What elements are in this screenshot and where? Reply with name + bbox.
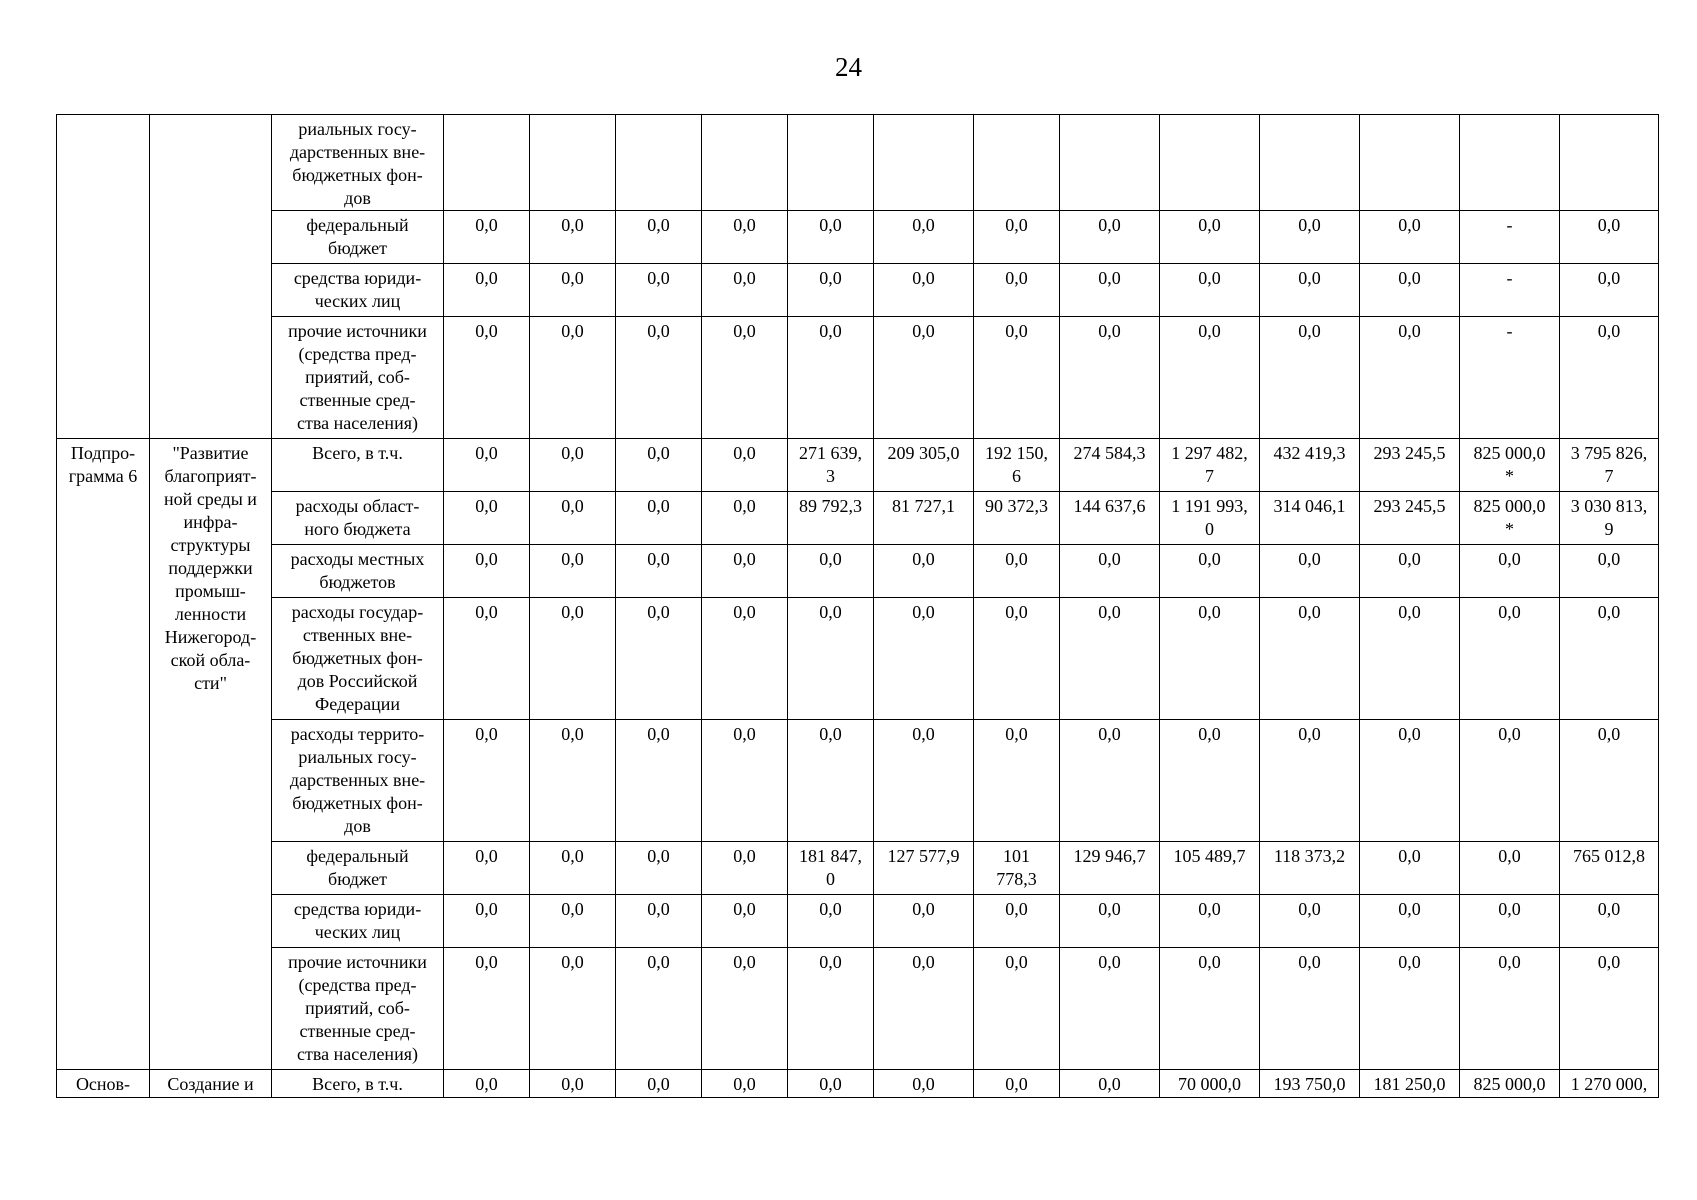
value-cell: 0,0: [702, 211, 788, 264]
value-cell: 0,0: [874, 948, 974, 1070]
value-cell: [974, 115, 1060, 211]
value-cell: 0,0: [530, 492, 616, 545]
value-cell: 0,0: [1160, 264, 1260, 317]
value-cell: 0,0: [444, 720, 530, 842]
value-cell: [874, 115, 974, 211]
value-cell: 0,0: [1260, 720, 1360, 842]
value-cell: 0,0: [1460, 545, 1560, 598]
value-cell: 90 372,3: [974, 492, 1060, 545]
value-cell: 0,0: [702, 842, 788, 895]
funding-source-cell: прочие источники (средства пред- приятий, соб- ственные сред- ства населения): [272, 317, 444, 439]
value-cell: 0,0: [874, 545, 974, 598]
value-cell: 0,0: [874, 1070, 974, 1098]
value-cell: 0,0: [788, 1070, 874, 1098]
value-cell: 0,0: [1460, 948, 1560, 1070]
value-cell: [1260, 115, 1360, 211]
funding-source-cell: расходы террито- риальных госу- дарственных вне- бюджетных фон- дов: [272, 720, 444, 842]
value-cell: 0,0: [444, 895, 530, 948]
value-cell: 0,0: [974, 598, 1060, 720]
value-cell: 70 000,0: [1160, 1070, 1260, 1098]
value-cell: 0,0: [1260, 211, 1360, 264]
table-row: [57, 264, 1659, 317]
value-cell: 0,0: [1360, 598, 1460, 720]
value-cell: 0,0: [974, 1070, 1060, 1098]
funding-source-cell: средства юриди- ческих лиц: [272, 264, 444, 317]
value-cell: 0,0: [702, 720, 788, 842]
value-cell: 0,0: [616, 1070, 702, 1098]
value-cell: 0,0: [444, 439, 530, 492]
value-cell: 118 373,2: [1260, 842, 1360, 895]
value-cell: 0,0: [1060, 264, 1160, 317]
value-cell: 0,0: [1460, 720, 1560, 842]
value-cell: [788, 115, 874, 211]
value-cell: 0,0: [1360, 948, 1460, 1070]
value-cell: 0,0: [974, 264, 1060, 317]
subprogram-label-cell: Подпро- грамма 6: [57, 439, 150, 1070]
value-cell: 0,0: [1360, 264, 1460, 317]
funding-source-cell: федеральный бюджет: [272, 842, 444, 895]
value-cell: 0,0: [616, 317, 702, 439]
value-cell: 0,0: [1060, 211, 1160, 264]
value-cell: 0,0: [444, 264, 530, 317]
funding-source-cell: Всего, в т.ч.: [272, 439, 444, 492]
value-cell: 0,0: [788, 211, 874, 264]
value-cell: 0,0: [702, 895, 788, 948]
value-cell: 0,0: [702, 439, 788, 492]
value-cell: 0,0: [1160, 211, 1260, 264]
value-cell: 0,0: [444, 842, 530, 895]
value-cell: 0,0: [702, 1070, 788, 1098]
value-cell: 0,0: [702, 492, 788, 545]
value-cell: 0,0: [1260, 948, 1360, 1070]
value-cell: 0,0: [444, 492, 530, 545]
value-cell: 0,0: [1560, 895, 1659, 948]
value-cell: 0,0: [616, 492, 702, 545]
value-cell: 0,0: [788, 895, 874, 948]
value-cell: 0,0: [530, 895, 616, 948]
value-cell: 0,0: [616, 842, 702, 895]
value-cell: 0,0: [530, 439, 616, 492]
value-cell: 0,0: [874, 317, 974, 439]
value-cell: 0,0: [530, 720, 616, 842]
value-cell: 0,0: [530, 211, 616, 264]
value-cell: 129 946,7: [1060, 842, 1160, 895]
value-cell: 0,0: [788, 948, 874, 1070]
value-cell: -: [1460, 317, 1560, 439]
value-cell: 0,0: [616, 948, 702, 1070]
value-cell: 0,0: [1460, 842, 1560, 895]
value-cell: 192 150, 6: [974, 439, 1060, 492]
value-cell: 0,0: [1060, 1070, 1160, 1098]
value-cell: 0,0: [1160, 598, 1260, 720]
value-cell: 0,0: [1560, 545, 1659, 598]
value-cell: 0,0: [1260, 264, 1360, 317]
value-cell: 0,0: [1460, 598, 1560, 720]
funding-source-cell: риальных госу- дарственных вне- бюджетных фон- дов: [272, 115, 444, 211]
value-cell: 0,0: [1360, 895, 1460, 948]
value-cell: 0,0: [702, 948, 788, 1070]
value-cell: 0,0: [1060, 598, 1160, 720]
value-cell: 0,0: [444, 211, 530, 264]
value-cell: 825 000,0 *: [1460, 439, 1560, 492]
value-cell: 0,0: [444, 948, 530, 1070]
value-cell: 0,0: [616, 211, 702, 264]
value-cell: 1 297 482, 7: [1160, 439, 1260, 492]
value-cell: 765 012,8: [1560, 842, 1659, 895]
funding-source-cell: Всего, в т.ч.: [272, 1070, 444, 1098]
value-cell: [1560, 115, 1659, 211]
value-cell: [1160, 115, 1260, 211]
value-cell: 0,0: [1360, 720, 1460, 842]
value-cell: 0,0: [444, 317, 530, 439]
value-cell: 825 000,0 *: [1460, 492, 1560, 545]
value-cell: 271 639, 3: [788, 439, 874, 492]
value-cell: 0,0: [530, 598, 616, 720]
value-cell: 0,0: [530, 948, 616, 1070]
value-cell: 1 191 993, 0: [1160, 492, 1260, 545]
value-cell: 0,0: [702, 545, 788, 598]
value-cell: 0,0: [530, 545, 616, 598]
value-cell: 0,0: [1560, 598, 1659, 720]
value-cell: 0,0: [1060, 895, 1160, 948]
table-row: [57, 948, 1659, 1070]
funding-source-cell: расходы област- ного бюджета: [272, 492, 444, 545]
program-label-cell: [57, 115, 150, 439]
value-cell: 0,0: [616, 720, 702, 842]
table-row: [57, 492, 1659, 545]
table-row: [57, 317, 1659, 439]
budget-table: [56, 114, 1659, 1098]
value-cell: 0,0: [702, 264, 788, 317]
value-cell: [616, 115, 702, 211]
value-cell: 0,0: [616, 895, 702, 948]
value-cell: -: [1460, 211, 1560, 264]
value-cell: 0,0: [1260, 317, 1360, 439]
value-cell: 0,0: [1560, 211, 1659, 264]
value-cell: 3 030 813, 9: [1560, 492, 1659, 545]
funding-source-cell: средства юриди- ческих лиц: [272, 895, 444, 948]
value-cell: 144 637,6: [1060, 492, 1160, 545]
value-cell: 0,0: [974, 948, 1060, 1070]
value-cell: 0,0: [974, 545, 1060, 598]
value-cell: 0,0: [702, 317, 788, 439]
value-cell: 825 000,0: [1460, 1070, 1560, 1098]
page-number: 24: [835, 52, 862, 82]
value-cell: 209 305,0: [874, 439, 974, 492]
value-cell: 0,0: [1060, 545, 1160, 598]
table-row: [57, 598, 1659, 720]
value-cell: 0,0: [1060, 720, 1160, 842]
value-cell: 0,0: [1260, 545, 1360, 598]
funding-source-cell: прочие источники (средства пред- приятий, соб- ственные сред- ства населения): [272, 948, 444, 1070]
value-cell: 0,0: [788, 264, 874, 317]
value-cell: -: [1460, 264, 1560, 317]
value-cell: 0,0: [616, 545, 702, 598]
value-cell: 0,0: [874, 598, 974, 720]
value-cell: 105 489,7: [1160, 842, 1260, 895]
value-cell: 181 847, 0: [788, 842, 874, 895]
value-cell: 0,0: [974, 317, 1060, 439]
value-cell: 0,0: [974, 895, 1060, 948]
value-cell: 0,0: [788, 720, 874, 842]
table-row: [57, 1070, 1659, 1098]
value-cell: 0,0: [1360, 317, 1460, 439]
value-cell: 0,0: [530, 264, 616, 317]
value-cell: 0,0: [1160, 895, 1260, 948]
value-cell: 293 245,5: [1360, 492, 1460, 545]
value-cell: 0,0: [1160, 317, 1260, 439]
value-cell: 0,0: [1560, 264, 1659, 317]
value-cell: 0,0: [530, 317, 616, 439]
value-cell: 3 795 826, 7: [1560, 439, 1659, 492]
value-cell: 0,0: [1160, 545, 1260, 598]
value-cell: 0,0: [788, 545, 874, 598]
value-cell: 0,0: [1260, 598, 1360, 720]
value-cell: 0,0: [530, 842, 616, 895]
funding-source-cell: федеральный бюджет: [272, 211, 444, 264]
budget-table-body: [57, 115, 1659, 1098]
value-cell: 0,0: [974, 211, 1060, 264]
value-cell: 0,0: [1560, 317, 1659, 439]
value-cell: [1360, 115, 1460, 211]
subprogram-name-cell: "Развитие благоприят- ной среды и инфра- структуры поддержки промыш- ленности Нижегород- ской обла- сти": [150, 439, 272, 1070]
value-cell: 0,0: [788, 317, 874, 439]
value-cell: 432 419,3: [1260, 439, 1360, 492]
funding-source-cell: расходы местных бюджетов: [272, 545, 444, 598]
value-cell: 0,0: [1060, 317, 1160, 439]
value-cell: [444, 115, 530, 211]
value-cell: 0,0: [1360, 211, 1460, 264]
value-cell: 293 245,5: [1360, 439, 1460, 492]
table-row: [57, 211, 1659, 264]
value-cell: 127 577,9: [874, 842, 974, 895]
value-cell: 0,0: [1560, 720, 1659, 842]
table-row: [57, 545, 1659, 598]
value-cell: [1460, 115, 1560, 211]
value-cell: 274 584,3: [1060, 439, 1160, 492]
value-cell: 0,0: [1260, 895, 1360, 948]
value-cell: 0,0: [874, 895, 974, 948]
value-cell: 0,0: [874, 720, 974, 842]
table-row: [57, 115, 1659, 211]
value-cell: [1060, 115, 1160, 211]
value-cell: 81 727,1: [874, 492, 974, 545]
activity-label-cell: Основ-: [57, 1070, 150, 1098]
value-cell: 0,0: [616, 598, 702, 720]
table-row: [57, 842, 1659, 895]
table-row: [57, 895, 1659, 948]
value-cell: 0,0: [616, 439, 702, 492]
value-cell: 181 250,0: [1360, 1070, 1460, 1098]
funding-source-cell: расходы государ- ственных вне- бюджетных фон- дов Российской Федерации: [272, 598, 444, 720]
value-cell: 0,0: [616, 264, 702, 317]
table-row: [57, 720, 1659, 842]
value-cell: 89 792,3: [788, 492, 874, 545]
value-cell: 0,0: [444, 1070, 530, 1098]
value-cell: 0,0: [788, 598, 874, 720]
value-cell: 0,0: [444, 598, 530, 720]
value-cell: 314 046,1: [1260, 492, 1360, 545]
value-cell: 0,0: [702, 598, 788, 720]
table-row: [57, 439, 1659, 492]
value-cell: 0,0: [874, 264, 974, 317]
value-cell: 0,0: [874, 211, 974, 264]
value-cell: 1 270 000,: [1560, 1070, 1659, 1098]
value-cell: 193 750,0: [1260, 1070, 1360, 1098]
value-cell: 0,0: [1360, 842, 1460, 895]
value-cell: 0,0: [444, 545, 530, 598]
activity-name-cell: Создание и: [150, 1070, 272, 1098]
program-name-cell: [150, 115, 272, 439]
value-cell: [530, 115, 616, 211]
value-cell: 0,0: [1560, 948, 1659, 1070]
value-cell: 0,0: [530, 1070, 616, 1098]
value-cell: [702, 115, 788, 211]
value-cell: 0,0: [974, 720, 1060, 842]
value-cell: 0,0: [1460, 895, 1560, 948]
value-cell: 0,0: [1060, 948, 1160, 1070]
value-cell: 0,0: [1360, 545, 1460, 598]
value-cell: 0,0: [1160, 948, 1260, 1070]
value-cell: 0,0: [1160, 720, 1260, 842]
value-cell: 101 778,3: [974, 842, 1060, 895]
